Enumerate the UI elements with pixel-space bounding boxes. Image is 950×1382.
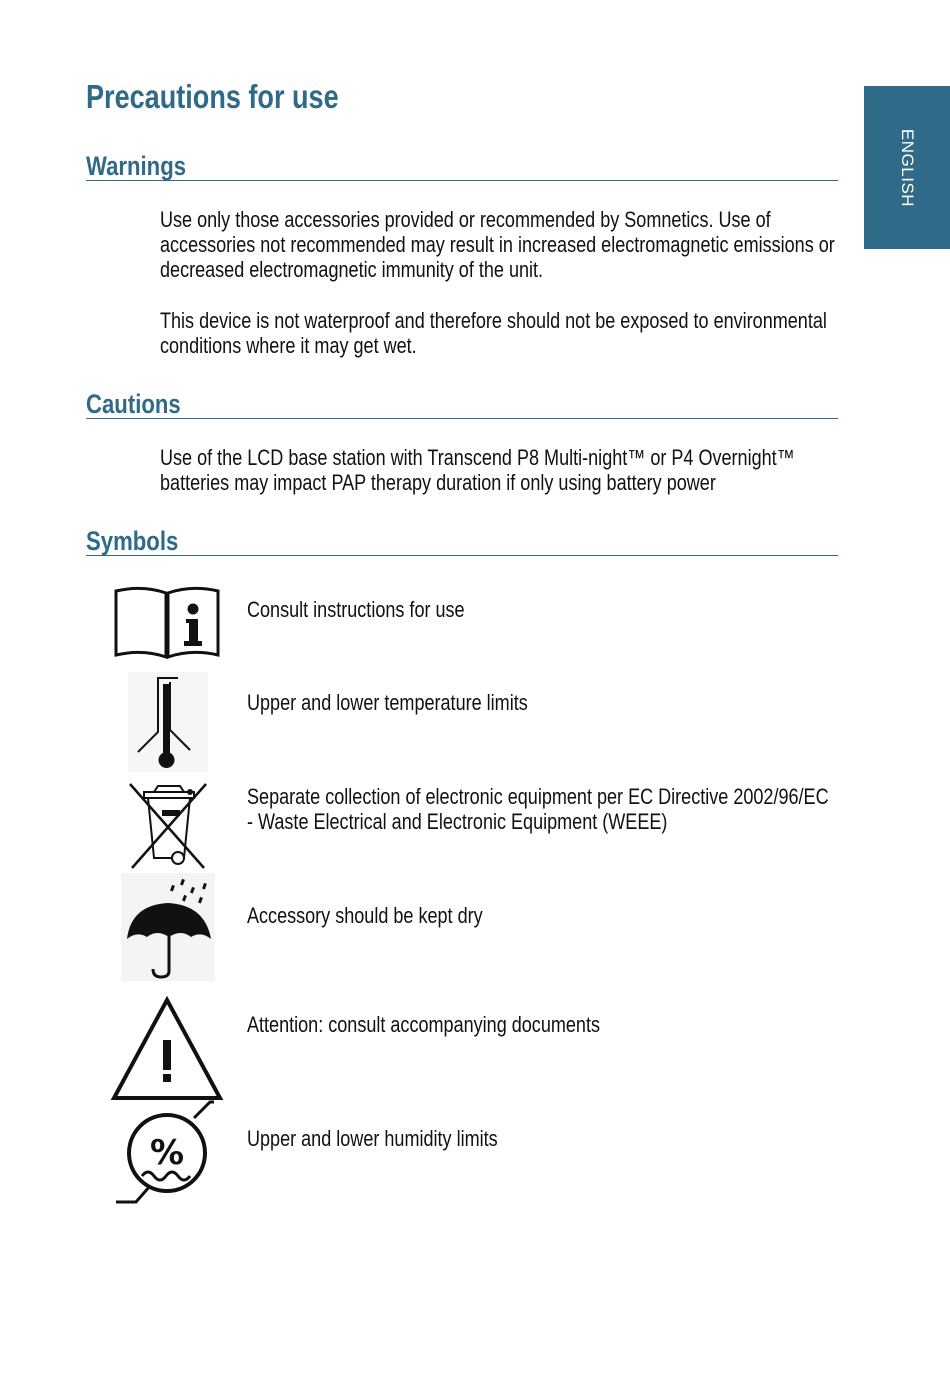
attention-warning-icon [110, 996, 224, 1102]
weee-bin-icon [128, 778, 210, 870]
symbol-text-instructions: Consult instructions for use [247, 597, 465, 622]
svg-text:%: % [149, 1133, 185, 1173]
symbols-heading-text: Symbols [86, 526, 179, 556]
warnings-heading [86, 152, 838, 181]
symbol-text-keep-dry: Accessory should be kept dry [247, 903, 483, 928]
warnings-heading-text: Warnings [86, 151, 187, 181]
language-tab-label: ENGLISH [898, 128, 917, 207]
page-title: Precautions for use [86, 78, 339, 115]
cautions-heading-text: Cautions [86, 389, 181, 419]
symbol-text-attention: Attention: consult accompanying documents [247, 1012, 600, 1037]
temperature-limit-icon [128, 672, 208, 772]
symbols-heading [86, 527, 838, 556]
symbol-text-temperature: Upper and lower temperature limits [247, 690, 528, 715]
symbol-text-weee: Separate collection of electronic equipment per EC Directive 2002/96/EC - Waste Electrical and Electronic Equipment (WEEE) [247, 784, 829, 834]
cautions-heading [86, 390, 838, 419]
instructions-book-icon [114, 583, 220, 661]
language-tab [864, 86, 950, 249]
humidity-limit-icon [114, 1098, 214, 1204]
cautions-paragraph-1: Use of the LCD base station with Transcend P8 Multi-night™ or P4 Overnight™ batteries may impact PAP therapy duration if only using battery power [160, 445, 795, 495]
warnings-paragraph-1: Use only those accessories provided or recommended by Somnetics. Use of accessories not recommended may result in increased electromagnetic emissions or decreased electromagnetic immunity of the unit. [160, 207, 835, 282]
symbol-text-humidity: Upper and lower humidity limits [247, 1126, 498, 1151]
warnings-paragraph-2: This device is not waterproof and therefore should not be exposed to environmental conditions where it may get wet. [160, 308, 827, 358]
keep-dry-umbrella-icon [121, 873, 215, 981]
